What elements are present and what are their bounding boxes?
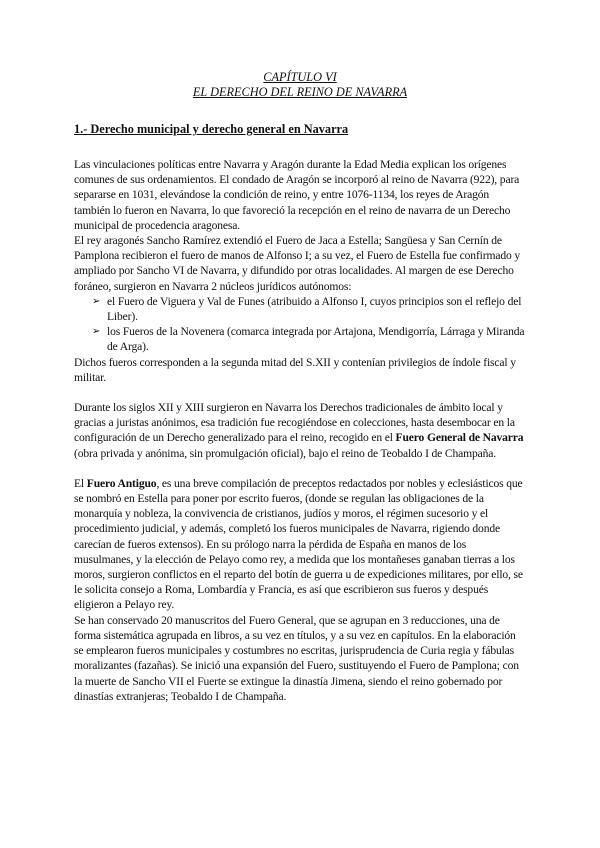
fuero-antiguo-term: Fuero Antiguo bbox=[86, 476, 157, 490]
paragraph-5-text-a: El bbox=[74, 476, 87, 490]
list-item-text: los Fueros de la Novenera (comarca integrada por Artajona, Mendigorría, Lárraga y Miranda de Arga). bbox=[107, 325, 525, 354]
spacer bbox=[74, 385, 526, 400]
chapter-title: EL DERECHO DEL REINO DE NAVARRA bbox=[192, 85, 408, 99]
paragraph-4-text-a: Durante los siglos XII y XIII surgieron en Navarra los Derechos tradicionales de ámbito local y gracias a juristas anónimos, esa tradición fue recogiéndose en colecciones, hasta desembocar en la configuración de un Derecho generalizado para el reino, recogido en el bbox=[74, 401, 515, 445]
list-item bbox=[92, 294, 526, 324]
bullet-list bbox=[74, 294, 526, 355]
spacer bbox=[74, 461, 526, 476]
paragraph-5-text-b: , es una breve compilación de preceptos redactados por nobles y eclesiásticos que se nombró en Estella para poner por escrito fueros, (donde se regulan las obligaciones de la monarquía y nobleza, la convivencia de cristianos, judíos y moros, el régimen sucesorio y el procedimiento judicial, y además, completó los fueros municipales de Navarra, rigiendo donde carecían de fueros extensos). En su prólogo narra la pérdida de España en manos de los musulmanes, y la elección de Pelayo como rey, a medida que los montañeses ganaban tierras a los moros, surgieron conflictos en el reparto del botín de guerra u de expediciones militares, por ello, se le solicita consejo a Roma, Lombardía y Francia, es así que escribieron sus fueros y después eligieron a Pelayo rey. bbox=[74, 476, 523, 612]
paragraph-4-text-b: (obra privada y anónima, sin promulgación oficial), bajo el reino de Teobaldo I de Champaña. bbox=[74, 446, 497, 460]
list-item-text: el Fuero de Viguera y Val de Funes (atribuido a Alfonso I, cuyos principios son el reflejo del Liber). bbox=[107, 294, 522, 324]
fuero-general-term: Fuero General de Navarra bbox=[395, 431, 524, 445]
paragraph-6: Se han conservado 20 manuscritos del Fuero General, que se agrupan en 3 reducciones, una de forma sistemática agrupada en libros, a su vez en títulos, y a su vez en capítulos. En la elaboración se emplearon fueros municipales y costumbres no escritas, jurisprudencia de Curia regia y fábulas moralizantes (fazañas). Se inició una expansión del Fuero, sustituyendo el Fuero de Pamplona; con la muerte de Sancho VII el Fuerte se extingue la dinastía Jimena, siendo el reino gobernado por dinastías extranjeras; Teobaldo I de Champaña. bbox=[74, 613, 519, 703]
arrow-bullet-icon: ➢ bbox=[92, 326, 101, 338]
chapter-label: CAPÍTULO VI bbox=[263, 70, 337, 84]
paragraph-2: El rey aragonés Sancho Ramírez extendió el Fuero de Jaca a Estella; Sangüesa y San Cernín de Pamplona recibieron el fuero de manos de Alfonso I; a su vez, el Fuero de Estella fue confirmado y ampliado por Sancho VI de Navarra, y difundido por otras localidades. Al margen de ese Derecho foráneo, surgieron en Navarra 2 núcleos jurídicos autónomos: bbox=[74, 234, 521, 293]
paragraph-4 bbox=[74, 400, 526, 461]
arrow-bullet-icon: ➢ bbox=[92, 295, 101, 307]
paragraph-5 bbox=[74, 476, 526, 613]
paragraph-1: Las vinculaciones políticas entre Navarra y Aragón durante la Edad Media explican los orígenes comunes de sus ordenamientos. El condado de Aragón se incorporó al reino de Navarra (922), para separarse en 1031, elevándose la condición de reino, y entre 1076-1134, los reyes de Aragón también lo fueron en Navarra, lo que favoreció la recepción en el reino de navarra de un Derecho municipal de procedencia aragonesa. bbox=[74, 158, 520, 232]
section-heading: 1.- Derecho municipal y derecho general en Navarra bbox=[74, 122, 349, 136]
paragraph-3: Dichos fueros corresponden a la segunda mitad del S.XII y contenían privilegios de índole fiscal y militar. bbox=[74, 355, 516, 384]
list-item bbox=[92, 324, 526, 354]
